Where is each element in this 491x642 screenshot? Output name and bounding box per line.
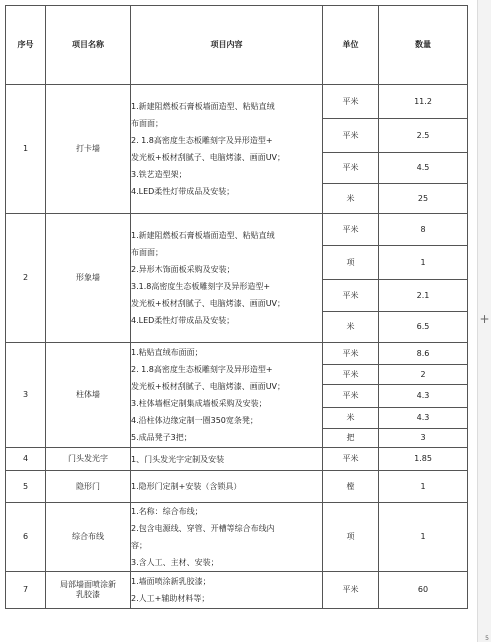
header-row: [6, 6, 468, 85]
unit-cell: 平米: [323, 280, 379, 312]
unit-cell: 米: [323, 408, 379, 429]
content-line: 发光板+板材刮腻子、电脑烤漆、画面UV；: [131, 382, 286, 391]
project-name: 综合布线: [46, 503, 131, 572]
content-line: 3.1.8高密度生态板雕刻字及异形造型+: [131, 282, 271, 291]
row-index: 7: [6, 572, 46, 609]
unit-cell: 平米: [323, 343, 379, 365]
unit-cell: 米: [323, 184, 379, 214]
project-name: [46, 572, 131, 609]
project-content: [131, 343, 323, 448]
project-name: 打卡墙: [46, 85, 131, 214]
project-content: [131, 85, 323, 214]
quantity-cell: 1: [379, 471, 468, 503]
content-line: 1.墙面喷涂新乳胶漆；: [131, 577, 211, 586]
content-line: 2. 1.8高密度生态板雕刻字及异形造型+: [131, 365, 273, 374]
content-line: 1、门头发光字定制及安装: [131, 454, 225, 464]
content-line: 4.沿柱体边缘定制一圈350宽条凳；: [131, 416, 258, 425]
project-content: [131, 448, 323, 471]
row-index: 6: [6, 503, 46, 572]
quantity-cell: 2: [379, 365, 468, 385]
quantity-cell: 25: [379, 184, 468, 214]
quantity-cell: 2.5: [379, 119, 468, 153]
quantity-cell: 6.5: [379, 312, 468, 343]
content-line: 1.新建阻燃板石膏板墙面造型、粘贴直绒: [131, 102, 275, 111]
project-name: 柱体墙: [46, 343, 131, 448]
quantity-cell: 1: [379, 503, 468, 572]
unit-cell: 项: [323, 503, 379, 572]
content-line: 布面面；: [131, 119, 163, 128]
project-content: [131, 572, 323, 609]
quantity-cell: 4.3: [379, 385, 468, 408]
unit-cell: 平米: [323, 214, 379, 246]
table-row: [6, 214, 468, 246]
content-line: 发光板+板材刮腻子、电脑烤漆、画面UV；: [131, 153, 286, 162]
table-row: [6, 448, 468, 471]
header-content: 项目内容: [131, 6, 323, 85]
row-index: 2: [6, 214, 46, 343]
header-name: 项目名称: [46, 6, 131, 85]
quantity-cell: 4.5: [379, 153, 468, 184]
content-line: 3.柱体墙框定制集成墙板采购及安装；: [131, 399, 267, 408]
content-line: 5.成品凳子3把；: [131, 433, 192, 442]
project-name-line: 局部墙面喷涂新: [60, 580, 116, 590]
quotation-table: [5, 5, 468, 609]
content-line: 1.粘贴直绒布面面；: [131, 348, 203, 357]
unit-cell: 平米: [323, 385, 379, 408]
project-name: 隐形门: [46, 471, 131, 503]
content-line: 1.名称：综合布线；: [131, 507, 203, 516]
content-line: 3.铁艺造型架；: [131, 170, 187, 179]
content-line: 4.LED柔性灯带成品及安装；: [131, 187, 235, 196]
quantity-cell: 4.3: [379, 408, 468, 429]
project-name-line: 乳胶漆: [76, 590, 100, 599]
table-row: [6, 503, 468, 572]
project-name: 形象墙: [46, 214, 131, 343]
page-mark: 5: [485, 635, 489, 642]
table-row: [6, 572, 468, 609]
content-line: 1.新建阻燃板石膏板墙面造型、粘贴直绒: [131, 231, 275, 240]
unit-cell: 平米: [323, 119, 379, 153]
unit-cell: 平米: [323, 153, 379, 184]
content-line: 4.LED柔性灯带成品及安装；: [131, 316, 235, 325]
unit-cell: 项: [323, 246, 379, 280]
row-index: 4: [6, 448, 46, 471]
unit-cell: 平米: [323, 85, 379, 119]
header-qty: 数量: [379, 6, 468, 85]
unit-cell: 平米: [323, 365, 379, 385]
table-body: [6, 85, 468, 609]
table-row: [6, 343, 468, 365]
table-row: [6, 471, 468, 503]
unit-cell: 平米: [323, 448, 379, 471]
quantity-cell: 3: [379, 429, 468, 448]
content-line: 2.人工+辅助材料等；: [131, 594, 210, 603]
unit-cell: 樘: [323, 471, 379, 503]
content-line: 2.异形木饰面板采购及安装；: [131, 265, 235, 274]
content-line: 容；: [131, 541, 147, 550]
content-line: 1.隐形门定制+安装（含锁具）: [131, 482, 242, 491]
unit-cell: 把: [323, 429, 379, 448]
quantity-cell: 1.85: [379, 448, 468, 471]
unit-cell: 平米: [323, 572, 379, 609]
content-line: 发光板+板材刮腻子、电脑烤漆、画面UV；: [131, 299, 286, 308]
table-row: [6, 85, 468, 119]
row-index: 5: [6, 471, 46, 503]
row-index: 3: [6, 343, 46, 448]
quantity-cell: 8: [379, 214, 468, 246]
quantity-cell: 60: [379, 572, 468, 609]
content-line: 3.含人工、主材、安装；: [131, 558, 219, 567]
quantity-cell: 11.2: [379, 85, 468, 119]
quantity-cell: 1: [379, 246, 468, 280]
project-content: [131, 214, 323, 343]
quantity-cell: 8.6: [379, 343, 468, 365]
project-content: [131, 471, 323, 503]
row-index: 1: [6, 85, 46, 214]
content-line: 2.包含电源线、穿管、开槽等综合布线内: [131, 524, 275, 533]
content-line: 2. 1.8高密度生态板雕刻字及异形造型+: [131, 136, 273, 145]
right-sidebar: [477, 0, 491, 642]
project-name: 门头发光字: [46, 448, 131, 471]
content-line: 布面面；: [131, 248, 163, 257]
project-content: [131, 503, 323, 572]
header-index: 序号: [6, 6, 46, 85]
add-icon[interactable]: +: [479, 312, 490, 326]
quantity-cell: 2.1: [379, 280, 468, 312]
unit-cell: 米: [323, 312, 379, 343]
header-unit: 单位: [323, 6, 379, 85]
